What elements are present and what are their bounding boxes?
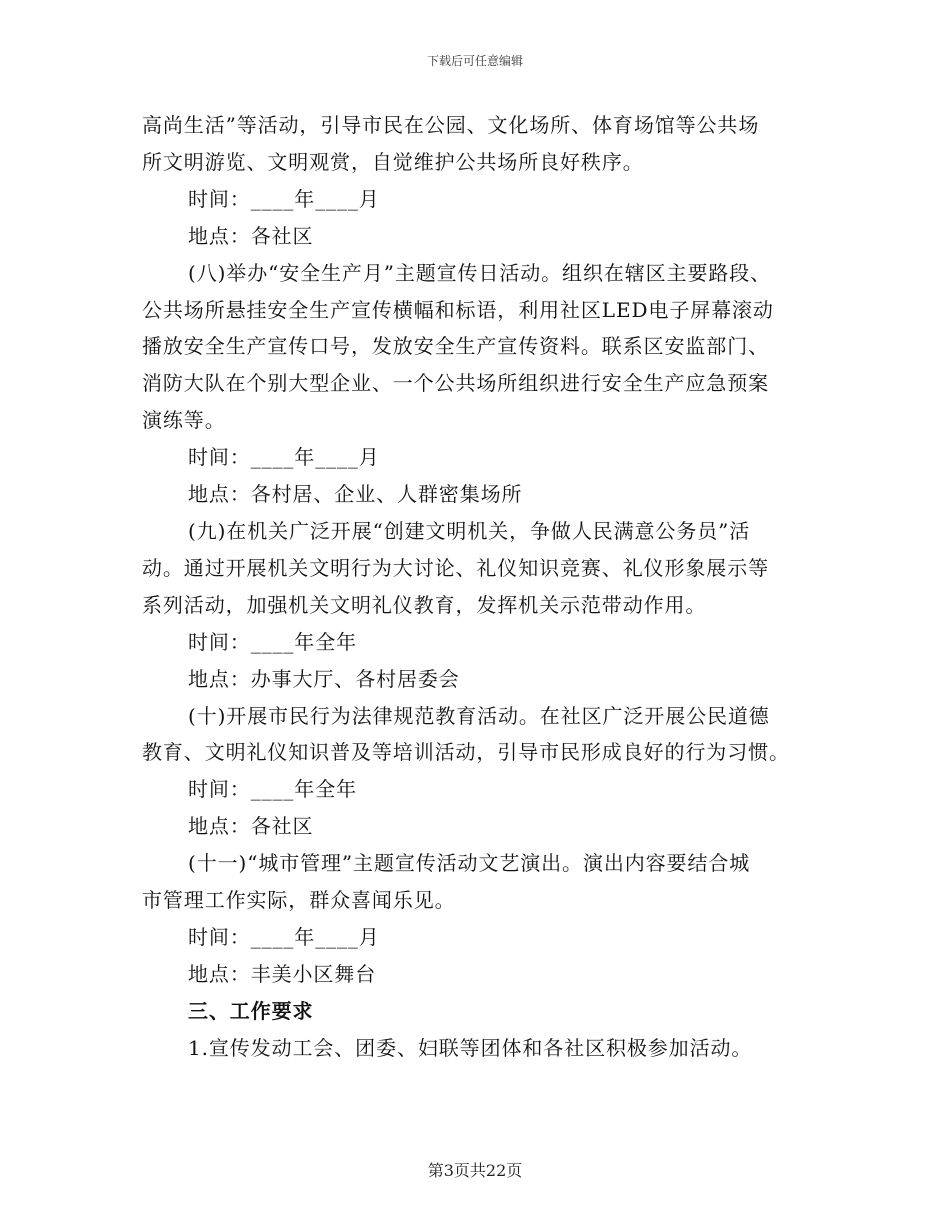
paragraph-line: 公共场所悬挂安全生产宣传横幅和标语，利用社区LED电子屏幕滚动 [142, 297, 774, 322]
time-field: 时间：____年____月 [188, 445, 380, 470]
paragraph-line: 演练等。 [142, 408, 226, 433]
paragraph-line: 市管理工作实际，群众喜闻乐见。 [142, 888, 456, 913]
item-11-line: (十一)“城市管理”主题宣传活动文艺演出。演出内容要结合城 [188, 851, 751, 876]
paragraph-line: 动。通过开展机关文明行为大讨论、礼仪知识竞赛、礼仪形象展示等 [142, 555, 769, 580]
time-field: 时间：____年全年 [188, 777, 357, 802]
paragraph-line: 系列活动，加强机关文明礼仪教育，发挥机关示范带动作用。 [142, 592, 707, 617]
section-heading: 三、工作要求 [188, 998, 314, 1023]
requirement-item-1: 1.宣传发动工会、团委、妇联等团体和各社区积极参加活动。 [188, 1035, 753, 1060]
location-field: 地点：各社区 [188, 814, 314, 839]
paragraph-line: 教育、文明礼仪知识普及等培训活动，引导市民形成良好的行为习惯。 [142, 740, 790, 765]
page-header-note: 下载后可任意编辑 [426, 54, 523, 68]
location-field: 地点：办事大厅、各村居委会 [188, 666, 460, 691]
location-field: 地点：丰美小区舞台 [188, 961, 377, 986]
paragraph-line: 所文明游览、文明观赏，自觉维护公共场所良好秩序。 [142, 149, 644, 174]
time-field: 时间：____年____月 [188, 924, 380, 949]
document-body [142, 107, 812, 1067]
location-field: 地点：各村居、企业、人群密集场所 [188, 482, 523, 507]
paragraph-line: 消防大队在个别大型企业、一个公共场所组织进行安全生产应急预案 [142, 371, 769, 396]
paragraph-line: 播放安全生产宣传口号，发放安全生产宣传资料。联系区安监部门、 [142, 334, 769, 359]
page-number: 第3页共22页 [427, 1161, 523, 1180]
item-9-line: (九)在机关广泛开展“创建文明机关，争做人民满意公务员”活 [188, 518, 751, 543]
item-10-line: (十)开展市民行为法律规范教育活动。在社区广泛开展公民道德 [188, 703, 770, 728]
paragraph-line: 高尚生活”等活动，引导市民在公园、文化场所、体育场馆等公共场 [142, 113, 760, 137]
time-field: 时间：____年____月 [188, 186, 380, 211]
location-field: 地点：各社区 [188, 223, 314, 248]
item-8-line: (八)举办“安全生产月”主题宣传日活动。组织在辖区主要路段、 [188, 260, 772, 285]
time-field: 时间：____年全年 [188, 629, 357, 654]
